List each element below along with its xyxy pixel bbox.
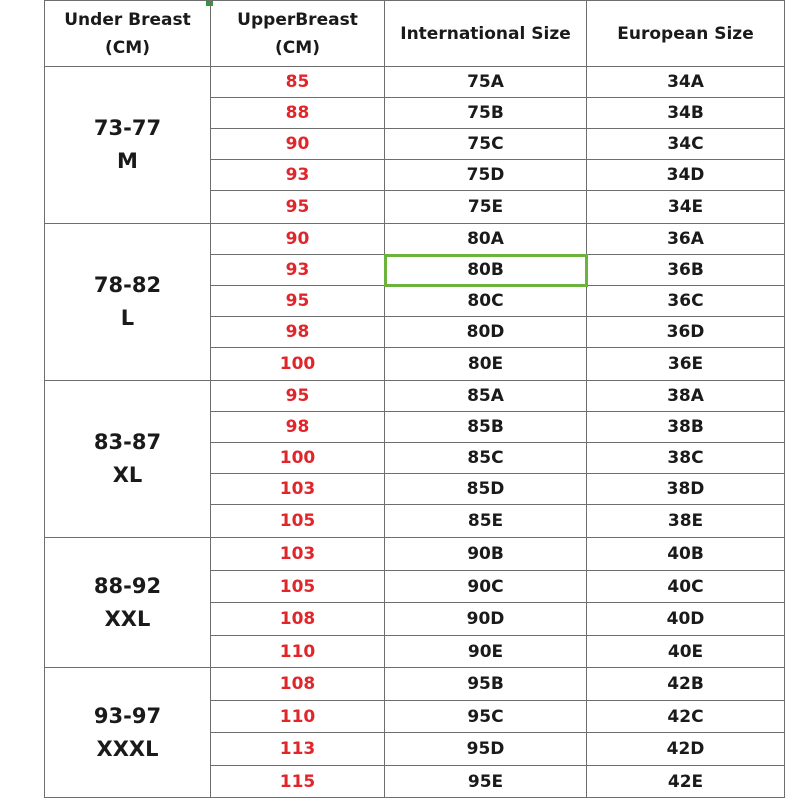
upper-breast-cell: 95 (211, 286, 385, 317)
european-size-cell: 40E (587, 636, 785, 668)
upper-breast-cell: 98 (211, 412, 385, 443)
size-label: XXXL (96, 736, 159, 761)
european-size-cell: 40B (587, 538, 785, 571)
under-breast-range: 88-92 (93, 573, 162, 598)
european-size-cell: 42C (587, 701, 785, 733)
european-size-cell: 34C (587, 129, 785, 160)
header-upper-breast (211, 1, 385, 67)
table-row (45, 67, 785, 98)
header-row (45, 1, 785, 67)
european-size-cell: 34B (587, 98, 785, 129)
international-size-cell: 85D (385, 474, 587, 505)
upper-breast-cell: 103 (211, 538, 385, 571)
european-size-cell: 40D (587, 603, 785, 636)
european-size-cell: 38B (587, 412, 785, 443)
table-row (45, 224, 785, 255)
international-size-cell: 85B (385, 412, 587, 443)
european-size-cell: 36A (587, 224, 785, 255)
international-size-cell: 80E (385, 348, 587, 381)
header-international-size: International Size (385, 1, 587, 67)
international-size-cell: 80C (385, 286, 587, 317)
european-size-cell: 36B (587, 255, 785, 286)
international-size-cell: 80D (385, 317, 587, 348)
international-size-cell[interactable]: 80B (385, 255, 587, 286)
under-breast-group-cell (45, 224, 211, 381)
international-size-cell: 90E (385, 636, 587, 668)
international-size-cell: 95B (385, 668, 587, 701)
international-size-cell: 85C (385, 443, 587, 474)
international-size-cell: 85E (385, 505, 587, 538)
international-size-cell: 90C (385, 571, 587, 603)
international-size-cell: 95D (385, 733, 587, 766)
header-upper-breast-line2: (CM) (275, 37, 320, 58)
under-breast-range: 93-97 (93, 703, 162, 728)
table-row (45, 668, 785, 701)
under-breast-range: 83-87 (93, 430, 162, 454)
size-label: XL (112, 463, 143, 487)
upper-breast-cell: 110 (211, 636, 385, 668)
table-body (45, 67, 785, 798)
european-size-cell: 34A (587, 67, 785, 98)
upper-breast-cell: 90 (211, 224, 385, 255)
upper-breast-cell: 108 (211, 603, 385, 636)
international-size-cell: 90D (385, 603, 587, 636)
header-european-size: European Size (587, 1, 785, 67)
european-size-cell: 42B (587, 668, 785, 701)
header-under-breast-line1: Under Breast (64, 9, 191, 30)
international-size-cell: 75B (385, 98, 587, 129)
upper-breast-cell: 105 (211, 505, 385, 538)
european-size-cell: 42E (587, 766, 785, 798)
european-size-cell: 34D (587, 160, 785, 191)
european-size-cell: 36E (587, 348, 785, 381)
international-size-cell: 90B (385, 538, 587, 571)
international-size-cell: 75C (385, 129, 587, 160)
header-under-breast-line2: (CM) (105, 37, 150, 58)
european-size-cell: 42D (587, 733, 785, 766)
european-size-cell: 38D (587, 474, 785, 505)
size-label: L (120, 306, 135, 330)
upper-breast-cell: 105 (211, 571, 385, 603)
under-breast-range: 73-77 (93, 116, 162, 140)
international-size-cell: 75D (385, 160, 587, 191)
under-breast-group-cell (45, 538, 211, 668)
european-size-cell: 40C (587, 571, 785, 603)
upper-breast-cell: 103 (211, 474, 385, 505)
upper-breast-cell: 110 (211, 701, 385, 733)
table-row (45, 381, 785, 412)
upper-breast-cell: 98 (211, 317, 385, 348)
size-chart-table (44, 0, 785, 798)
upper-breast-cell: 90 (211, 129, 385, 160)
under-breast-group-cell (45, 381, 211, 538)
upper-breast-cell: 95 (211, 191, 385, 224)
upper-breast-cell: 85 (211, 67, 385, 98)
upper-breast-cell: 93 (211, 160, 385, 191)
under-breast-range: 78-82 (93, 273, 162, 297)
european-size-cell: 38A (587, 381, 785, 412)
european-size-cell: 38E (587, 505, 785, 538)
upper-breast-cell: 100 (211, 443, 385, 474)
under-breast-group-cell (45, 668, 211, 798)
upper-breast-cell: 115 (211, 766, 385, 798)
upper-breast-cell: 88 (211, 98, 385, 129)
upper-breast-cell: 93 (211, 255, 385, 286)
upper-breast-cell: 108 (211, 668, 385, 701)
european-size-cell: 38C (587, 443, 785, 474)
international-size-cell: 95C (385, 701, 587, 733)
european-size-cell: 36C (587, 286, 785, 317)
table-row (45, 538, 785, 571)
upper-breast-cell: 95 (211, 381, 385, 412)
international-size-cell: 85A (385, 381, 587, 412)
upper-breast-cell: 100 (211, 348, 385, 381)
header-under-breast (45, 1, 211, 67)
international-size-cell: 80A (385, 224, 587, 255)
header-upper-breast-line1: UpperBreast (237, 9, 358, 30)
size-label: XXL (104, 606, 151, 631)
size-label: M (117, 149, 138, 173)
international-size-cell: 75A (385, 67, 587, 98)
under-breast-group-cell (45, 67, 211, 224)
international-size-cell: 75E (385, 191, 587, 224)
international-size-cell: 95E (385, 766, 587, 798)
european-size-cell: 36D (587, 317, 785, 348)
european-size-cell: 34E (587, 191, 785, 224)
upper-breast-cell: 113 (211, 733, 385, 766)
